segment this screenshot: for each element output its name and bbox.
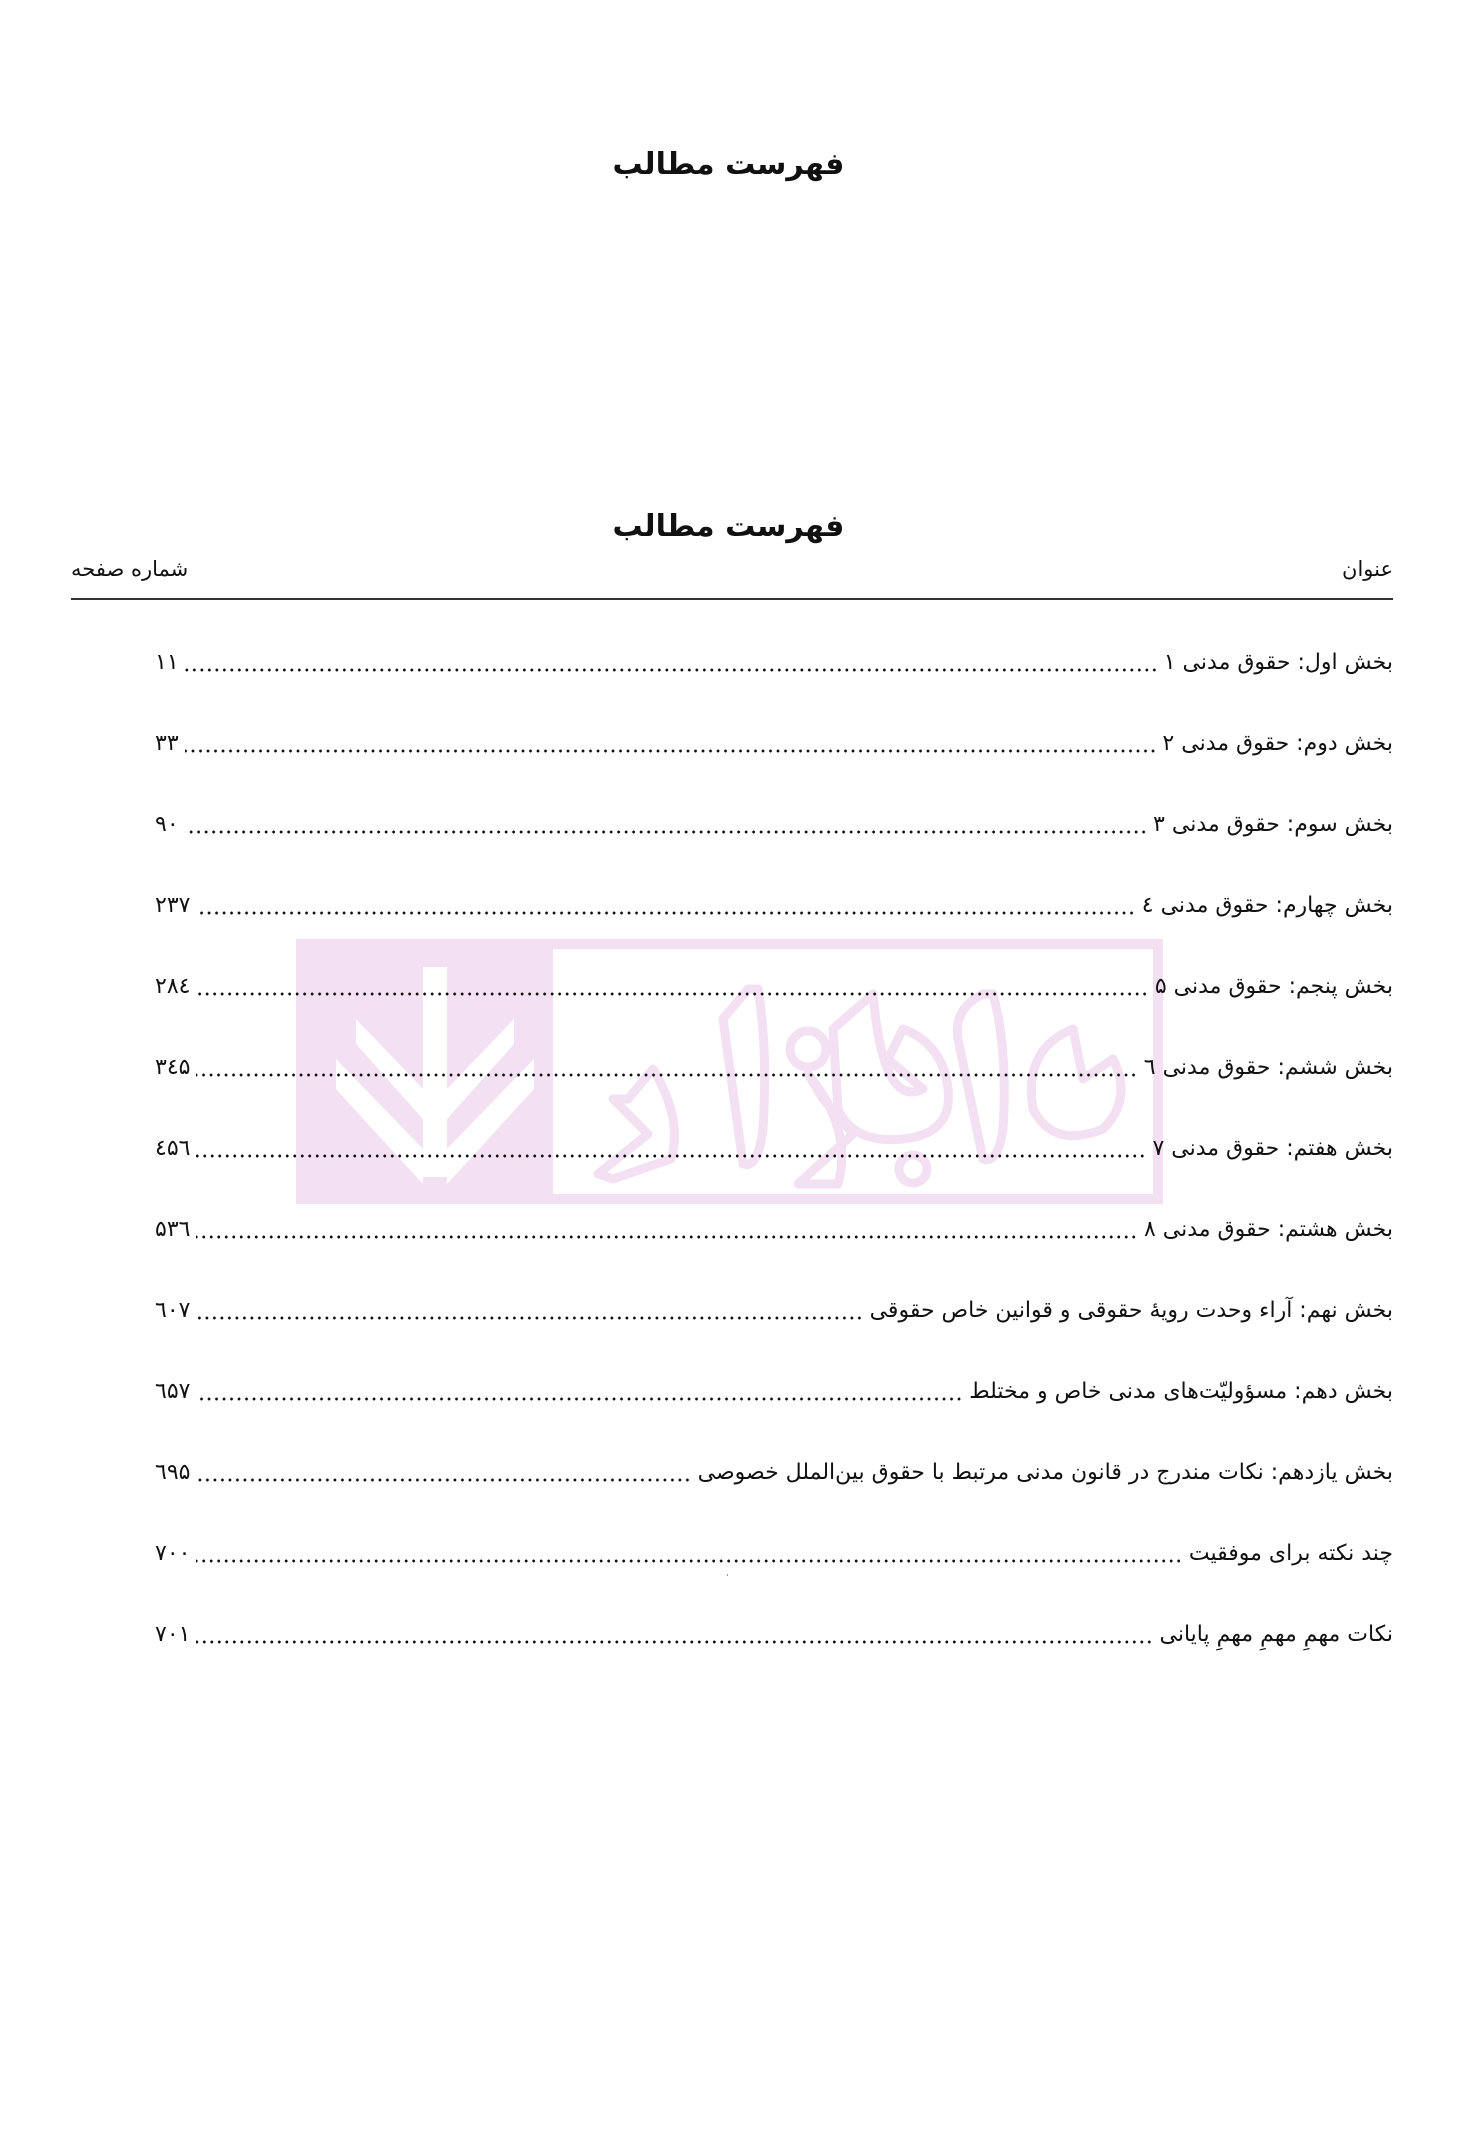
toc-entry[interactable]	[155, 1210, 1393, 1250]
toc-entry-title: بخش سوم: حقوق مدنی ۳	[1153, 812, 1393, 837]
toc-entry-title: بخش هفتم: حقوق مدنی ۷	[1152, 1136, 1393, 1161]
toc-entry-page: ۲۳۷	[155, 893, 191, 918]
toc-entry-page: ٦۹۵	[155, 1460, 191, 1485]
page-top-title: فهرست مطالب	[612, 147, 845, 182]
toc-entry[interactable]	[155, 886, 1393, 926]
dot-leader	[196, 1624, 1153, 1646]
scan-speck	[727, 1574, 728, 1576]
toc-entry-page: ۳۳	[155, 731, 179, 756]
toc-entry[interactable]	[155, 1372, 1393, 1412]
toc-entry-title: بخش پنجم: حقوق مدنی ۵	[1154, 974, 1393, 999]
toc-entry-page: ۱۱	[155, 650, 179, 675]
toc-entry[interactable]	[155, 1129, 1393, 1169]
toc-entry[interactable]	[155, 805, 1393, 845]
toc-entry-title: چند نکته برای موفقیت	[1188, 1541, 1393, 1566]
toc-entry[interactable]	[155, 1453, 1393, 1493]
toc-entry-title: بخش یازدهم: نکات مندرج در قانون مدنی مرتبط با حقوق بین‌الملل خصوصی	[697, 1460, 1393, 1485]
toc-entry-page: ۲۸٤	[155, 974, 191, 999]
dot-leader	[185, 652, 1158, 674]
dot-leader	[185, 814, 1147, 836]
toc-entry[interactable]	[155, 967, 1393, 1007]
header-title-column: عنوان	[1342, 557, 1393, 581]
dot-leader	[185, 733, 1157, 755]
dot-leader	[196, 1543, 1182, 1565]
toc-entry[interactable]	[155, 1534, 1393, 1574]
toc-entry-page: ۹۰	[155, 812, 179, 837]
toc-entry-title: بخش اول: حقوق مدنی ۱	[1163, 650, 1393, 675]
dot-leader	[196, 1462, 691, 1484]
header-page-column: شماره صفحه	[71, 557, 189, 581]
toc-entry-title: بخش دوم: حقوق مدنی ۲	[1162, 731, 1393, 756]
toc-entry[interactable]	[155, 724, 1393, 764]
toc-entry-page: ٦۵۷	[155, 1379, 191, 1404]
toc-entry-page: ۷۰۰	[155, 1541, 191, 1566]
dot-leader	[196, 1138, 1146, 1160]
dot-leader	[196, 976, 1148, 998]
dot-leader	[196, 895, 1135, 917]
toc-title: فهرست مطالب	[612, 509, 845, 544]
toc-entry[interactable]	[155, 643, 1393, 683]
toc-entry-title: بخش دهم: مسؤولیّت‌های مدنی خاص و مختلط	[969, 1379, 1393, 1404]
toc-entry-page: ٤۵٦	[155, 1136, 191, 1161]
toc-entry-title: بخش چهارم: حقوق مدنی ٤	[1141, 893, 1393, 918]
toc-entry-page: ۳٤۵	[155, 1055, 191, 1080]
toc-entry[interactable]	[155, 1048, 1393, 1088]
toc-entry[interactable]	[155, 1291, 1393, 1331]
toc-entry-page: ٦۰۷	[155, 1298, 191, 1323]
toc-entry-title: بخش ششم: حقوق مدنی ٦	[1143, 1055, 1393, 1080]
toc-entry-title: بخش نهم: آراء وحدت رویهٔ حقوقی و قوانین خاص حقوقی	[869, 1298, 1393, 1323]
toc-entry-title: نکات مهمِ مهمِ مهمِ پایانی	[1159, 1622, 1393, 1647]
toc-entry-title: بخش هشتم: حقوق مدنی ۸	[1143, 1217, 1393, 1242]
toc-entry[interactable]	[155, 1615, 1393, 1655]
dot-leader	[196, 1057, 1137, 1079]
toc-entry-page: ۵۳٦	[155, 1217, 191, 1242]
dot-leader	[196, 1300, 863, 1322]
dot-leader	[196, 1381, 963, 1403]
toc-entry-page: ۷۰۱	[155, 1622, 191, 1647]
header-rule	[71, 598, 1393, 600]
dot-leader	[196, 1219, 1137, 1241]
